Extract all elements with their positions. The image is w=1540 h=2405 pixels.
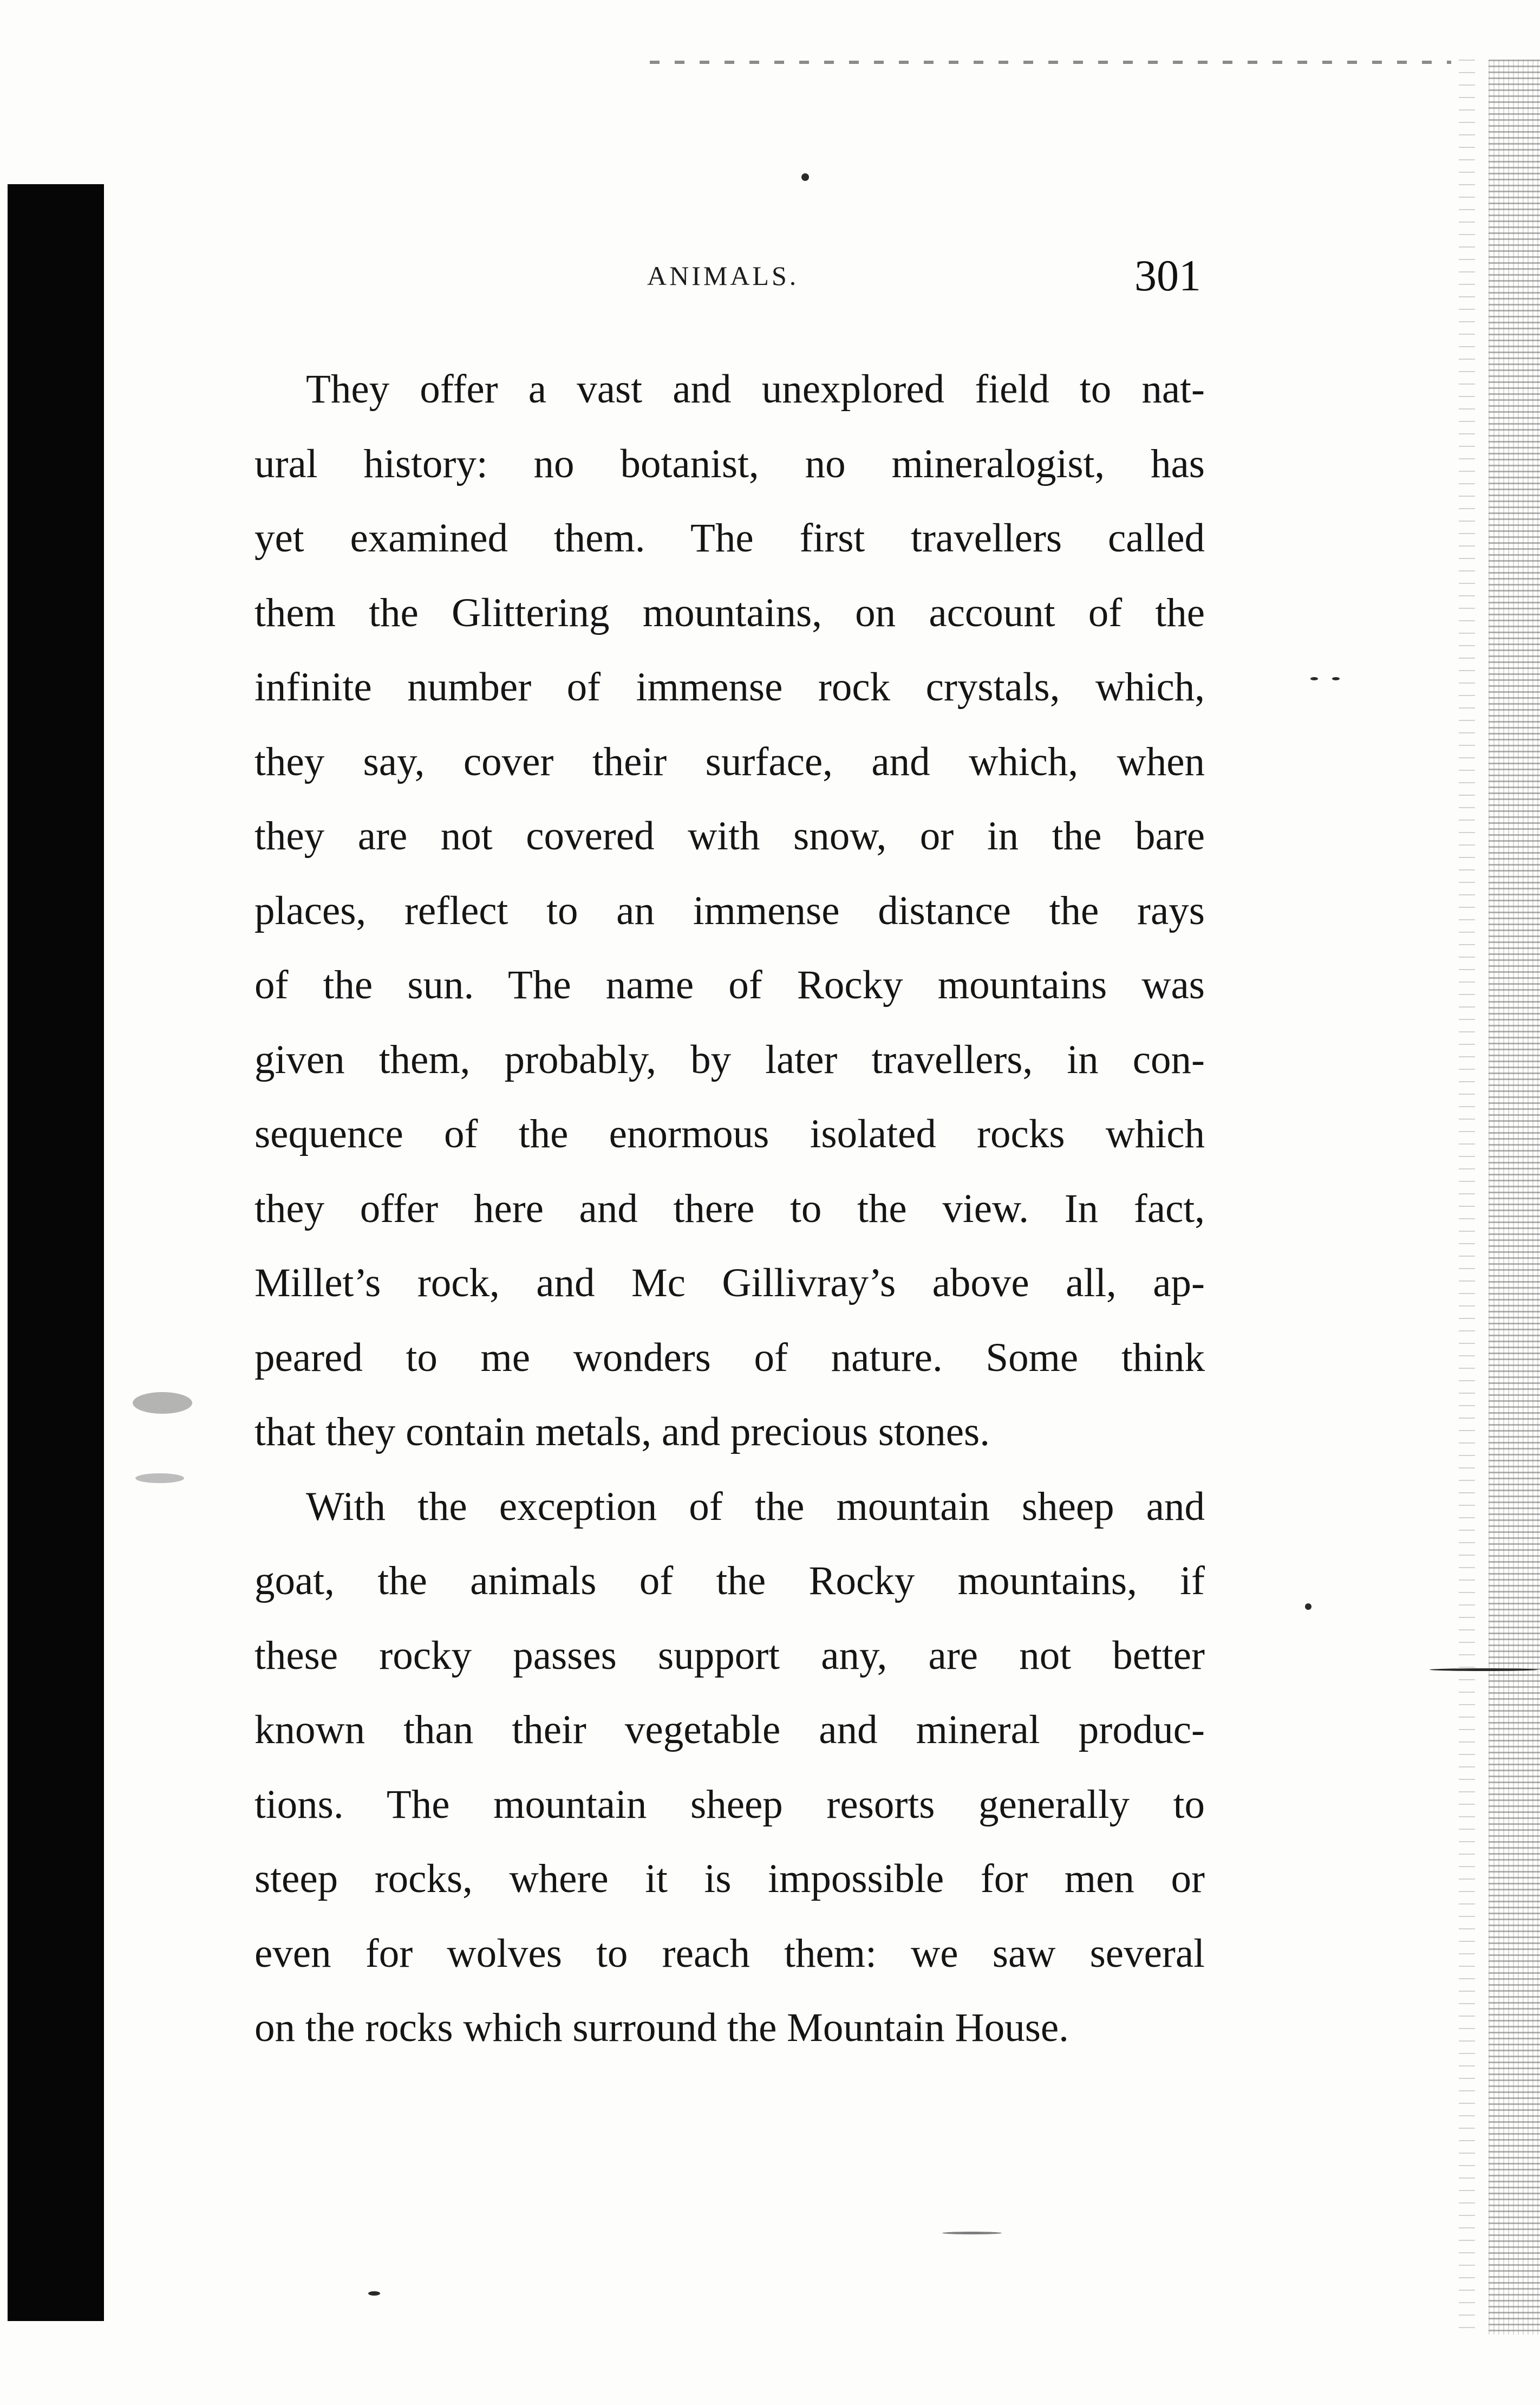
text-line: given them, probably, by later travellers, in con- xyxy=(255,1037,1205,1082)
text-line: they say, cover their surface, and which, when xyxy=(255,739,1205,784)
text-line: peared to me wonders of nature. Some think xyxy=(255,1335,1205,1380)
text-line: that they contain metals, and precious stones. xyxy=(255,1409,990,1454)
text-line: Millet’s rock, and Mc Gillivray’s above all, ap- xyxy=(255,1260,1205,1305)
ink-speck xyxy=(942,2232,1002,2234)
ink-speck xyxy=(1332,677,1340,680)
ink-speck xyxy=(1305,1603,1311,1610)
text-line: places, reflect to an immense distance the rays xyxy=(255,888,1205,933)
page-edge-noise xyxy=(1489,60,1540,2335)
text-line: of the sun. The name of Rocky mountains was xyxy=(255,963,1205,1007)
ink-speck xyxy=(368,2291,380,2296)
ink-speck xyxy=(1430,1668,1538,1671)
ink-speck xyxy=(801,173,809,181)
ink-speck xyxy=(135,1473,184,1483)
text-line: on the rocks which surround the Mountain House. xyxy=(255,2005,1069,2050)
body-text xyxy=(255,352,1205,2065)
text-line: they are not covered with snow, or in the bare xyxy=(255,814,1205,859)
top-edge-noise xyxy=(650,61,1451,64)
binding-shadow xyxy=(8,184,104,2321)
text-line: even for wolves to reach them: we saw several xyxy=(255,1930,1205,1976)
text-line: infinite number of immense rock crystals, which, xyxy=(255,665,1205,710)
text-line: yet examined them. The first travellers called xyxy=(255,516,1205,561)
text-line: them the Glittering mountains, on account of the xyxy=(255,590,1205,635)
page-number: 301 xyxy=(1134,251,1201,300)
text-line: these rocky passes support any, are not better xyxy=(255,1633,1205,1678)
text-line: sequence of the enormous isolated rocks which xyxy=(255,1112,1205,1156)
ink-speck xyxy=(133,1392,192,1414)
text-line: With the exception of the mountain sheep and xyxy=(306,1484,1205,1529)
text-line: known than their vegetable and mineral produc- xyxy=(255,1707,1205,1752)
text-line: they offer here and there to the view. In fact, xyxy=(255,1186,1205,1231)
ink-speck xyxy=(1310,677,1318,680)
text-line: They offer a vast and unexplored field to nat- xyxy=(306,367,1205,412)
running-title: ANIMALS. xyxy=(647,261,799,291)
text-line: ural history: no botanist, no mineralogist, has xyxy=(255,441,1205,486)
text-line: steep rocks, where it is impossible for men or xyxy=(255,1856,1205,1901)
text-line: tions. The mountain sheep resorts generally to xyxy=(255,1782,1205,1827)
text-line: goat, the animals of the Rocky mountains, if xyxy=(255,1558,1205,1603)
page-edge-noise-inner xyxy=(1459,60,1475,2335)
